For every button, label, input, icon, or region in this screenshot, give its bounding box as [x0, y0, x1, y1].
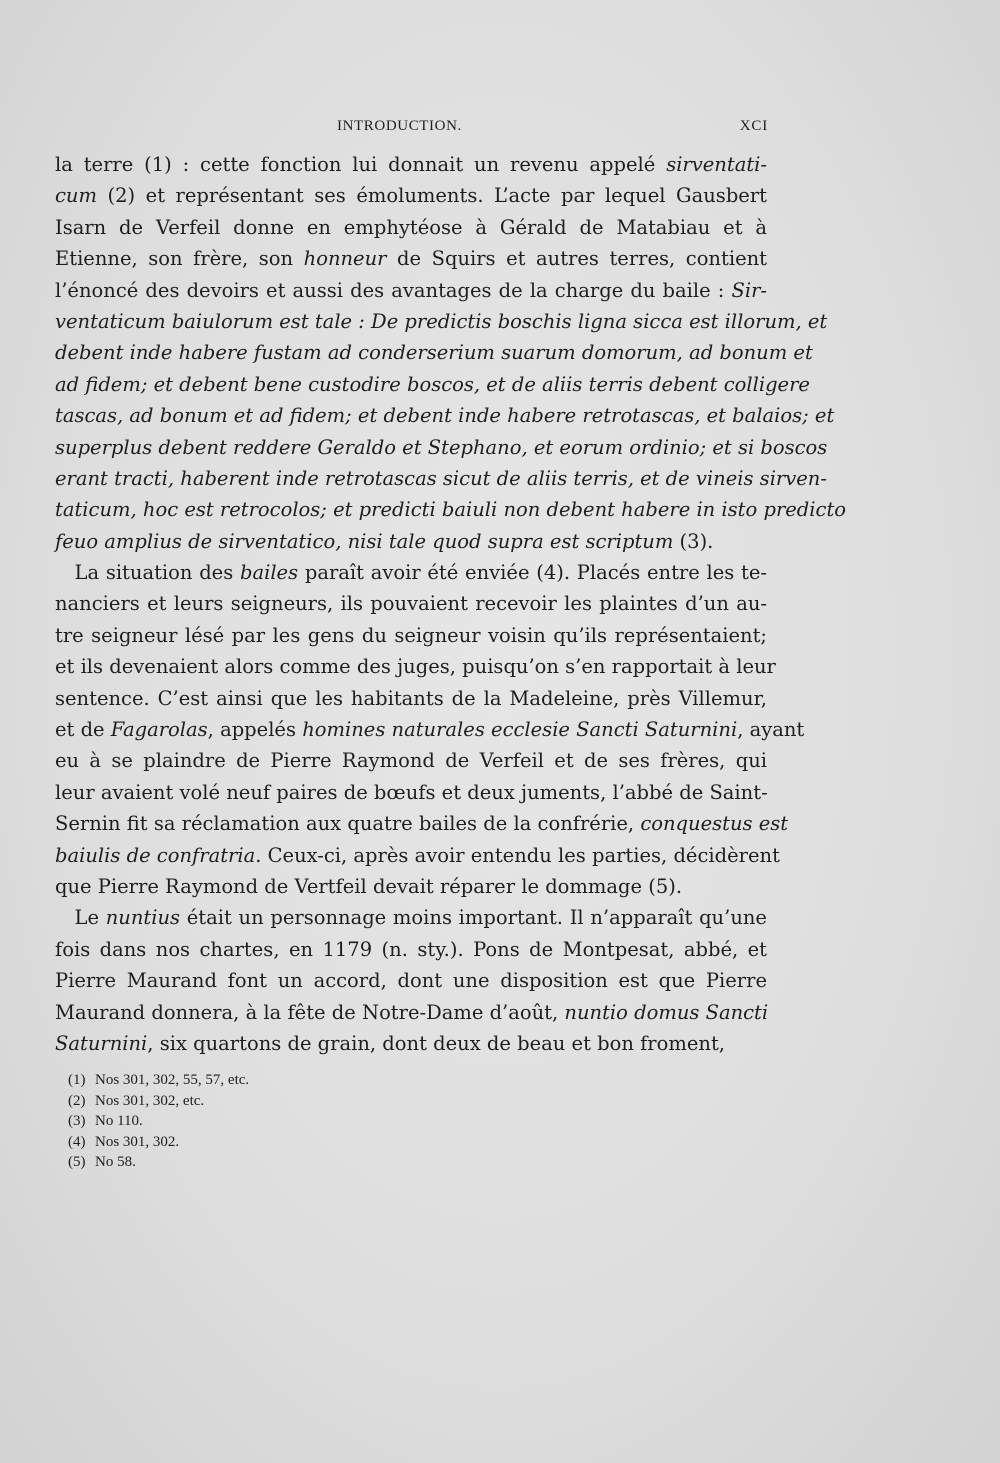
text-line: [55, 212, 767, 243]
italic-text-run: Sir-: [731, 278, 767, 302]
text-line: [55, 557, 767, 588]
body-text: [55, 149, 847, 1059]
text-run: et de: [55, 718, 111, 742]
text-run: Etienne, son frère, son: [55, 247, 304, 271]
text-line: [55, 840, 780, 871]
text-run: , six quartons de grain, dont deux de beau et bon froment,: [147, 1031, 725, 1055]
text-line: [55, 997, 767, 1028]
text-run: que Pierre Raymond de Vertfeil devait réparer le dommage (5).: [55, 874, 683, 898]
footnotes: [68, 1070, 468, 1173]
footnote-mark: (3): [68, 1113, 86, 1129]
text-line: [55, 149, 767, 180]
italic-text-run: taticum, hoc est retrocolos; et predicti baiuli non debent habere in isto predicto: [55, 498, 847, 522]
text-run: Sernin fit sa réclamation aux quatre bailes de la confrérie,: [55, 812, 641, 836]
italic-text-run: baiulis de confratria: [55, 843, 256, 867]
text-line: [55, 777, 767, 808]
text-line: [55, 180, 767, 211]
italic-text-run: ad fidem; et debent bene custodire boscos, et de aliis terris debent colligere: [55, 372, 810, 396]
text-line: [55, 683, 767, 714]
text-run: était un personnage moins important. Il n’apparaît qu’une: [180, 906, 767, 930]
text-line: [55, 714, 805, 745]
text-run: Maurand donnera, à la fête de Notre-Dame d’août,: [55, 1000, 565, 1024]
text-run: sentence. C’est ainsi que les habitants de la Madeleine, près Villemur,: [55, 686, 767, 710]
running-head: [0, 118, 1000, 142]
text-line: [55, 651, 776, 682]
italic-text-run: superplus debent reddere Geraldo et Stephano, et eorum ordinio; et si boscos: [55, 435, 828, 459]
text-run: , ayant: [737, 718, 805, 742]
footnote-text: No 110.: [95, 1113, 143, 1129]
text-line: [55, 871, 767, 902]
italic-text-run: Saturnini: [55, 1031, 148, 1055]
text-line: [55, 275, 767, 306]
italic-text-run: nuntio domus Sancti: [564, 1000, 769, 1024]
italic-text-run: erant tracti, haberent inde retrotascas sicut de aliis terris, et de vineis sirven-: [55, 466, 827, 490]
text-run: et ils devenaient alors comme des juges, puisqu’on s’en rapportait à leur: [55, 655, 776, 679]
italic-text-run: homines naturales ecclesie Sancti Saturnini: [302, 718, 738, 742]
text-line: [55, 337, 813, 368]
italic-text-run: bailes: [239, 561, 299, 585]
text-line: [55, 808, 789, 839]
text-run: . Ceux-ci, après avoir entendu les parties, décidèrent: [255, 843, 780, 867]
italic-text-run: honneur: [303, 247, 387, 271]
text-run: fois dans nos chartes, en 1179 (n. sty.). Pons de Montpesat, abbé, et: [55, 937, 767, 961]
text-run: , appelés: [207, 718, 303, 742]
text-run: la terre (1) : cette fonction lui donnait un revenu appelé: [55, 153, 667, 176]
footnote-text: Nos 301, 302, 55, 57, etc.: [95, 1072, 250, 1088]
italic-text-run: debent inde habere fustam ad conderserium suarum domorum, ad bonum et: [55, 341, 813, 365]
text-run: Isarn de Verfeil donne en emphytéose à Gérald de Matabiau et à: [55, 215, 767, 239]
running-head-title: INTRODUCTION.: [337, 118, 462, 134]
italic-text-run: ventaticum baiulorum est tale : De predictis boschis ligna sicca est illorum, et: [55, 309, 828, 333]
italic-text-run: sirventati-: [666, 153, 767, 176]
text-run: tre seigneur lésé par les gens du seigneur voisin qu’ils représentaient;: [55, 623, 767, 647]
text-run: Le: [55, 906, 106, 930]
page-number: XCI: [739, 118, 768, 134]
text-line: [55, 463, 827, 494]
footnote-mark: (4): [68, 1133, 86, 1150]
text-line: [55, 588, 767, 619]
text-run: de Squirs et autres terres, contient: [386, 247, 768, 271]
text-line: [55, 243, 767, 274]
text-line: [55, 432, 828, 463]
footnote-mark: (5): [68, 1154, 86, 1170]
text-line: [55, 1028, 767, 1059]
italic-text-run: tascas, ad bonum et ad fidem; et debent inde habere retrotascas, et balaios; et: [55, 404, 835, 428]
text-line: [55, 400, 835, 431]
text-run: Pierre Maurand font un accord, dont une disposition est que Pierre: [55, 969, 767, 993]
footnote-text: Nos 301, 302.: [95, 1133, 180, 1150]
italic-text-run: feuo amplius de sirventatico, nisi tale quod supra est scriptum: [55, 529, 674, 553]
footnote: [68, 1152, 468, 1173]
footnote-mark: (1): [68, 1072, 86, 1088]
text-run: eu à se plaindre de Pierre Raymond de Verfeil et de ses frères, qui: [55, 749, 767, 773]
footnote: [68, 1111, 468, 1132]
text-line: [55, 526, 767, 557]
footnote: [68, 1132, 468, 1153]
italic-text-run: conquestus est: [640, 812, 789, 836]
text-run: nanciers et leurs seigneurs, ils pouvaient recevoir les plaintes d’un au-: [55, 592, 767, 616]
text-line: [55, 934, 767, 965]
text-line: [55, 306, 828, 337]
text-line: [55, 369, 810, 400]
italic-text-run: Fagarolas: [110, 718, 208, 742]
footnote: [68, 1070, 468, 1091]
text-run: paraît avoir été enviée (4). Placés entre les te-: [298, 561, 767, 585]
footnote: [68, 1091, 468, 1112]
text-line: [55, 965, 767, 996]
text-run: (3).: [673, 529, 714, 553]
text-run: l’énoncé des devoirs et aussi des avantages de la charge du baile :: [55, 278, 732, 302]
footnote-mark: (2): [68, 1092, 86, 1109]
text-line: [55, 745, 767, 776]
italic-text-run: cum: [55, 184, 97, 208]
text-line: [55, 620, 767, 651]
footnote-text: No 58.: [95, 1154, 136, 1170]
text-run: leur avaient volé neuf paires de bœufs et deux juments, l’abbé de Saint-: [55, 780, 768, 804]
italic-text-run: nuntius: [105, 906, 181, 930]
text-line: [55, 902, 767, 933]
text-run: La situation des: [55, 561, 240, 585]
text-line: [55, 494, 847, 525]
text-run: (2) et représentant ses émoluments. L’acte par lequel Gausbert: [96, 184, 767, 208]
footnote-text: Nos 301, 302, etc.: [95, 1092, 205, 1109]
